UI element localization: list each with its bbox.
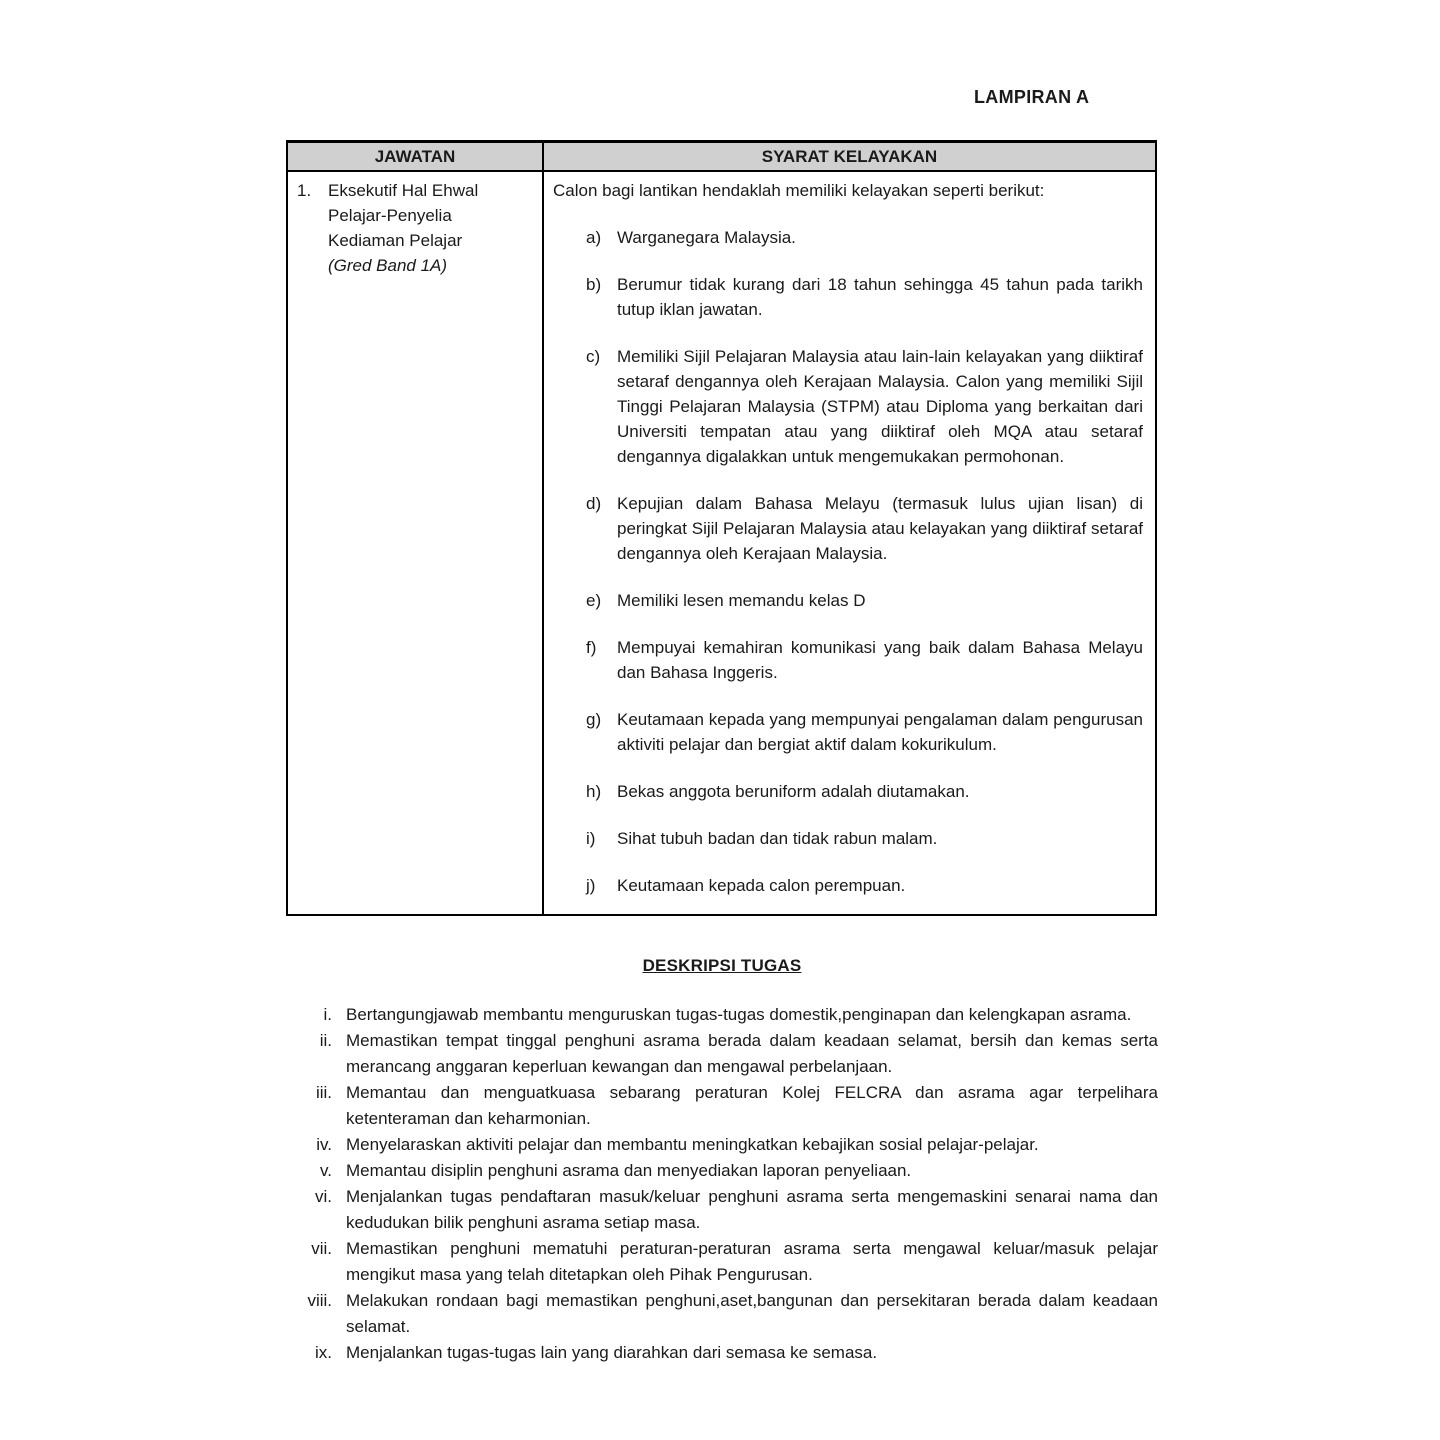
requirements-intro: Calon bagi lantikan hendaklah memiliki kelayakan seperti berikut:	[553, 181, 1045, 200]
requirement-item	[553, 225, 1143, 250]
requirement-item-label: b)	[586, 275, 602, 294]
column-header-syarat-kelayakan: SYARAT KELAYAKAN	[761, 147, 938, 166]
duty-item-label: ii.	[319, 1031, 332, 1050]
requirement-item-label: j)	[586, 876, 596, 895]
requirement-item-text: Keutamaan kepada yang mempunyai pengalaman dalam pengurusan aktiviti pelajar dan bergiat aktif dalam kokurikulum.	[617, 710, 1143, 754]
requirement-item-text: Bekas anggota beruniform adalah diutamakan.	[617, 782, 970, 801]
table-body-row	[288, 172, 1155, 914]
requirement-item-text: Mempuyai kemahiran komunikasi yang baik dalam Bahasa Melayu dan Bahasa Inggeris.	[617, 638, 1143, 682]
requirements-list	[553, 225, 1143, 898]
duty-item	[286, 1288, 1158, 1340]
annex-label: LAMPIRAN A	[974, 87, 1090, 107]
requirement-item-label: e)	[586, 591, 602, 610]
requirement-item	[553, 873, 1143, 898]
requirement-item	[553, 707, 1143, 757]
requirement-item	[553, 491, 1143, 566]
requirement-item	[553, 344, 1143, 469]
position-entry	[297, 178, 534, 253]
duty-item-text: Menyelaraskan aktiviti pelajar dan membantu meningkatkan kebajikan sosial pelajar-pelajar.	[346, 1135, 1039, 1154]
position-grade: (Gred Band 1A)	[328, 256, 448, 275]
requirement-item	[553, 588, 1143, 613]
duty-item-label: vi.	[315, 1187, 332, 1206]
duty-item	[286, 1002, 1158, 1028]
requirement-item	[553, 272, 1143, 322]
requirement-item-text: Keutamaan kepada calon perempuan.	[617, 876, 906, 895]
duty-item-text: Menjalankan tugas pendaftaran masuk/keluar penghuni asrama serta mengemaskini senarai nama dan kedudukan bilik penghuni asrama setiap masa.	[346, 1187, 1158, 1232]
table-header-row	[288, 143, 1155, 172]
requirement-item	[553, 635, 1143, 685]
requirement-item-text: Sihat tubuh badan dan tidak rabun malam.	[617, 829, 938, 848]
requirement-item-label: g)	[586, 710, 602, 729]
duty-item-label: ix.	[315, 1343, 332, 1362]
requirement-item-label: a)	[586, 228, 602, 247]
duty-item-text: Memantau disiplin penghuni asrama dan menyediakan laporan penyeliaan.	[346, 1161, 912, 1180]
position-grade-row	[297, 253, 534, 278]
job-requirements-table	[286, 140, 1157, 916]
position-number: 1.	[297, 181, 312, 200]
duty-item	[286, 1132, 1158, 1158]
duty-item-label: vii.	[311, 1239, 332, 1258]
duty-item	[286, 1158, 1158, 1184]
duty-item-text: Memastikan tempat tinggal penghuni asrama berada dalam keadaan selamat, bersih dan kemas serta merancang anggaran keperluan kewangan dan mengawal perbelanjaan.	[346, 1031, 1158, 1076]
requirements-cell	[544, 172, 1155, 914]
duty-item	[286, 1028, 1158, 1080]
duty-item-text: Melakukan rondaan bagi memastikan penghuni,aset,bangunan dan persekitaran berada dalam keadaan selamat.	[346, 1291, 1158, 1336]
duty-item-text: Memantau dan menguatkuasa sebarang peraturan Kolej FELCRA dan asrama agar terpelihara ketenteraman dan keharmonian.	[346, 1083, 1158, 1128]
duty-item	[286, 1340, 1158, 1366]
position-cell	[288, 172, 544, 914]
duty-item-text: Bertangungjawab membantu menguruskan tugas-tugas domestik,penginapan dan kelengkapan asrama.	[346, 1005, 1132, 1024]
duty-item-text: Menjalankan tugas-tugas lain yang diarahkan dari semasa ke semasa.	[346, 1343, 878, 1362]
duty-item-label: i.	[323, 1005, 332, 1024]
duties-section	[286, 956, 1158, 1366]
requirement-item-text: Memiliki Sijil Pelajaran Malaysia atau lain-lain kelayakan yang diiktiraf setaraf dengannya oleh Kerajaan Malaysia. Calon yang memiliki Sijil Tinggi Pelajaran Malaysia (STPM) atau Diploma yang berkaitan dari Universiti tempatan atau yang diiktiraf oleh MQA atau setaraf dengannya digalakkan untuk mengemukakan permohonan.	[617, 347, 1143, 466]
requirement-item-text: Kepujian dalam Bahasa Melayu (termasuk lulus ujian lisan) di peringkat Sijil Pelajaran Malaysia atau kelayakan yang diiktiraf setaraf dengannya oleh Kerajaan Malaysia.	[617, 494, 1143, 563]
duty-item-label: viii.	[307, 1291, 332, 1310]
position-title-line: Eksekutif Hal Ehwal	[328, 181, 479, 200]
duty-item-label: iv.	[316, 1135, 332, 1154]
requirement-item-text: Berumur tidak kurang dari 18 tahun sehingga 45 tahun pada tarikh tutup iklan jawatan.	[617, 275, 1143, 319]
column-header-jawatan: JAWATAN	[288, 143, 544, 170]
position-title	[328, 178, 534, 253]
requirement-item-label: c)	[586, 347, 601, 366]
duty-item	[286, 1080, 1158, 1132]
requirement-item	[553, 779, 1143, 804]
duty-item	[286, 1184, 1158, 1236]
duty-item-label: v.	[320, 1161, 332, 1180]
requirement-item-text: Memiliki lesen memandu kelas D	[617, 591, 866, 610]
requirement-item-label: i)	[586, 829, 596, 848]
requirement-item-label: f)	[586, 638, 597, 657]
duty-item-text: Memastikan penghuni mematuhi peraturan-peraturan asrama serta mengawal keluar/masuk pelajar mengikut masa yang telah ditetapkan oleh Pihak Pengurusan.	[346, 1239, 1158, 1284]
requirement-item	[553, 826, 1143, 851]
requirement-item-label: h)	[586, 782, 602, 801]
requirement-item-text: Warganegara Malaysia.	[617, 228, 796, 247]
duties-heading: DESKRIPSI TUGAS	[642, 956, 802, 975]
position-grade-indent	[297, 253, 328, 278]
position-title-line: Kediaman Pelajar	[328, 231, 463, 250]
duty-item-label: iii.	[315, 1083, 332, 1102]
duties-list	[286, 1002, 1158, 1366]
requirement-item-label: d)	[586, 494, 602, 513]
position-title-line: Pelajar-Penyelia	[328, 206, 452, 225]
duty-item	[286, 1236, 1158, 1288]
